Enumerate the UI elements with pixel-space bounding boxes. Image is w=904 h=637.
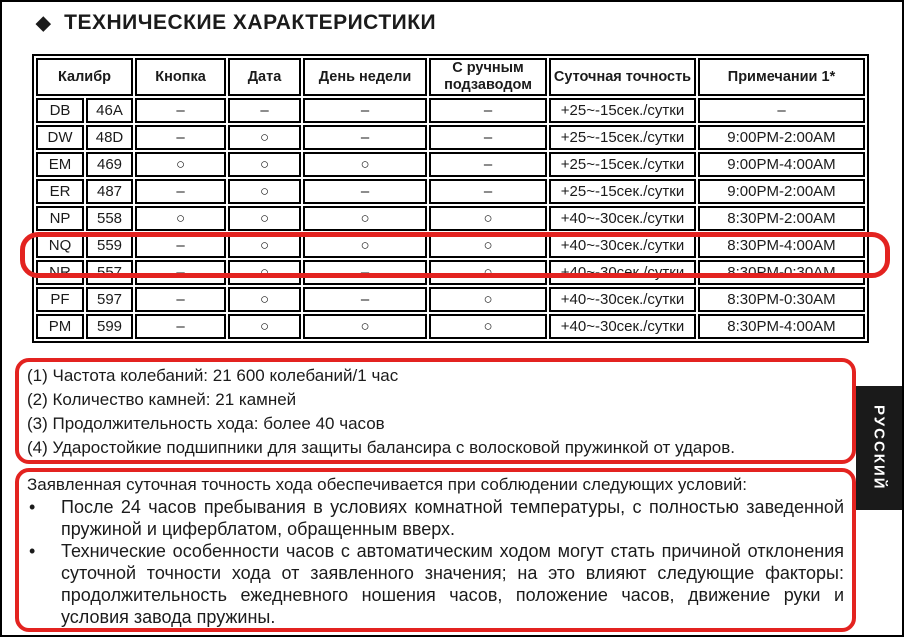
page-title — [36, 11, 436, 35]
language-tab-label: РУССКИЙ — [870, 405, 888, 491]
table-cell: +25~-15сек./сутки — [549, 152, 696, 177]
table-cell: 469 — [86, 152, 133, 177]
table-cell: ○ — [303, 152, 427, 177]
table-cell: ○ — [303, 314, 427, 339]
table-row — [36, 179, 865, 204]
table-row — [36, 314, 865, 339]
table-cell: ○ — [228, 206, 301, 231]
table-cell: ○ — [228, 287, 301, 312]
table-cell: 8:30PM-0:30AM — [698, 260, 865, 285]
table-cell: +40~-30сек./сутки — [549, 287, 696, 312]
table-cell: ○ — [429, 233, 547, 258]
table-cell: 8:30PM-2:00AM — [698, 206, 865, 231]
table-cell: – — [135, 233, 226, 258]
notes-box — [15, 358, 856, 464]
table-cell: DB — [36, 98, 84, 123]
table-cell: 599 — [86, 314, 133, 339]
table-cell: +25~-15сек./сутки — [549, 125, 696, 150]
specs-table — [32, 54, 869, 343]
table-cell: 9:00PM-2:00AM — [698, 179, 865, 204]
table-row — [36, 260, 865, 285]
table-cell: – — [429, 179, 547, 204]
table-cell: – — [303, 98, 427, 123]
table-cell: 8:30PM-4:00AM — [698, 314, 865, 339]
table-cell: – — [135, 125, 226, 150]
table-cell: ○ — [228, 233, 301, 258]
conditions-intro: Заявленная суточная точность хода обеспечивается при соблюдении следующих условий: — [27, 475, 748, 494]
table-cell: ○ — [135, 152, 226, 177]
conditions-box — [15, 468, 856, 632]
table-cell: +25~-15сек./сутки — [549, 98, 696, 123]
column-header: С ручным подзаводом — [429, 58, 547, 96]
table-cell: ○ — [429, 206, 547, 231]
page-title-text: ТЕХНИЧЕСКИЕ ХАРАКТЕРИСТИКИ — [64, 11, 437, 34]
column-header: Дата — [228, 58, 301, 96]
table-cell: ○ — [303, 206, 427, 231]
column-header: Кнопка — [135, 58, 226, 96]
table-cell: 8:30PM-0:30AM — [698, 287, 865, 312]
table-cell: ○ — [429, 287, 547, 312]
column-header: День недели — [303, 58, 427, 96]
table-cell: ○ — [228, 314, 301, 339]
note-line: (4) Ударостойкие подшипники для защиты балансира с волосковой пружинкой от ударов. — [27, 438, 736, 457]
table-cell: +25~-15сек./сутки — [549, 179, 696, 204]
table-cell: ○ — [228, 179, 301, 204]
table-cell: ○ — [228, 152, 301, 177]
table-cell: +40~-30сек./сутки — [549, 206, 696, 231]
table-cell: DW — [36, 125, 84, 150]
table-cell: – — [429, 98, 547, 123]
table-cell: 9:00PM-4:00AM — [698, 152, 865, 177]
table-cell: EM — [36, 152, 84, 177]
table-cell: 559 — [86, 233, 133, 258]
table-cell: ○ — [429, 260, 547, 285]
table-cell: – — [228, 98, 301, 123]
table-cell: +40~-30сек./сутки — [549, 233, 696, 258]
diamond-icon: ◆ — [36, 12, 52, 34]
table-cell: NP — [36, 206, 84, 231]
table-cell: PF — [36, 287, 84, 312]
table-cell: NQ — [36, 233, 84, 258]
table-cell: 558 — [86, 206, 133, 231]
note-line: (2) Количество камней: 21 камней — [27, 390, 297, 409]
table-cell: 487 — [86, 179, 133, 204]
table-cell: ER — [36, 179, 84, 204]
table-row — [36, 206, 865, 231]
table-cell: – — [135, 98, 226, 123]
table-cell: – — [135, 314, 226, 339]
table-cell: – — [303, 125, 427, 150]
table-cell: ○ — [228, 260, 301, 285]
table-cell: – — [429, 125, 547, 150]
table-cell: – — [303, 260, 427, 285]
table-cell: PM — [36, 314, 84, 339]
note-line: (1) Частота колебаний: 21 600 колебаний/1 час — [27, 366, 399, 385]
table-row — [36, 152, 865, 177]
table-row — [36, 125, 865, 150]
table-row — [36, 287, 865, 312]
table-cell: – — [135, 260, 226, 285]
table-cell: 557 — [86, 260, 133, 285]
condition-bullet: • Технические особенности часов с автоматическим ходом могут стать причиной отклонения суточной точности хода от заявленного значения; на это влияют следующие факторы: продолжительность ежедневного ношения часов, положение часов, движение руки и условия завода пружины. — [27, 540, 844, 628]
table-cell: NR — [36, 260, 84, 285]
table-row — [36, 98, 865, 123]
table-cell: – — [303, 179, 427, 204]
table-cell: – — [135, 287, 226, 312]
language-tab — [856, 386, 902, 510]
column-header: Примечании 1* — [698, 58, 865, 96]
table-cell: – — [135, 179, 226, 204]
table-cell: +40~-30сек./сутки — [549, 260, 696, 285]
column-header: Суточная точность — [549, 58, 696, 96]
table-cell: ○ — [135, 206, 226, 231]
column-header: Калибр — [36, 58, 133, 96]
table-cell: ○ — [429, 314, 547, 339]
condition-bullet: • После 24 часов пребывания в условиях комнатной температуры, с полностью заведенной пружиной и циферблатом, обращенным вверх. — [27, 496, 844, 540]
table-cell: – — [303, 287, 427, 312]
table-cell: +40~-30сек./сутки — [549, 314, 696, 339]
table-cell: ○ — [303, 233, 427, 258]
table-cell: 8:30PM-4:00AM — [698, 233, 865, 258]
table-cell: – — [429, 152, 547, 177]
table-cell: 9:00PM-2:00AM — [698, 125, 865, 150]
table-header-row — [36, 58, 865, 96]
table-cell: – — [698, 98, 865, 123]
note-line: (3) Продолжительность хода: более 40 часов — [27, 414, 385, 433]
table-cell: 48D — [86, 125, 133, 150]
table-cell: ○ — [228, 125, 301, 150]
table-cell: 597 — [86, 287, 133, 312]
table-cell: 46A — [86, 98, 133, 123]
table-row-highlighted — [36, 233, 865, 258]
